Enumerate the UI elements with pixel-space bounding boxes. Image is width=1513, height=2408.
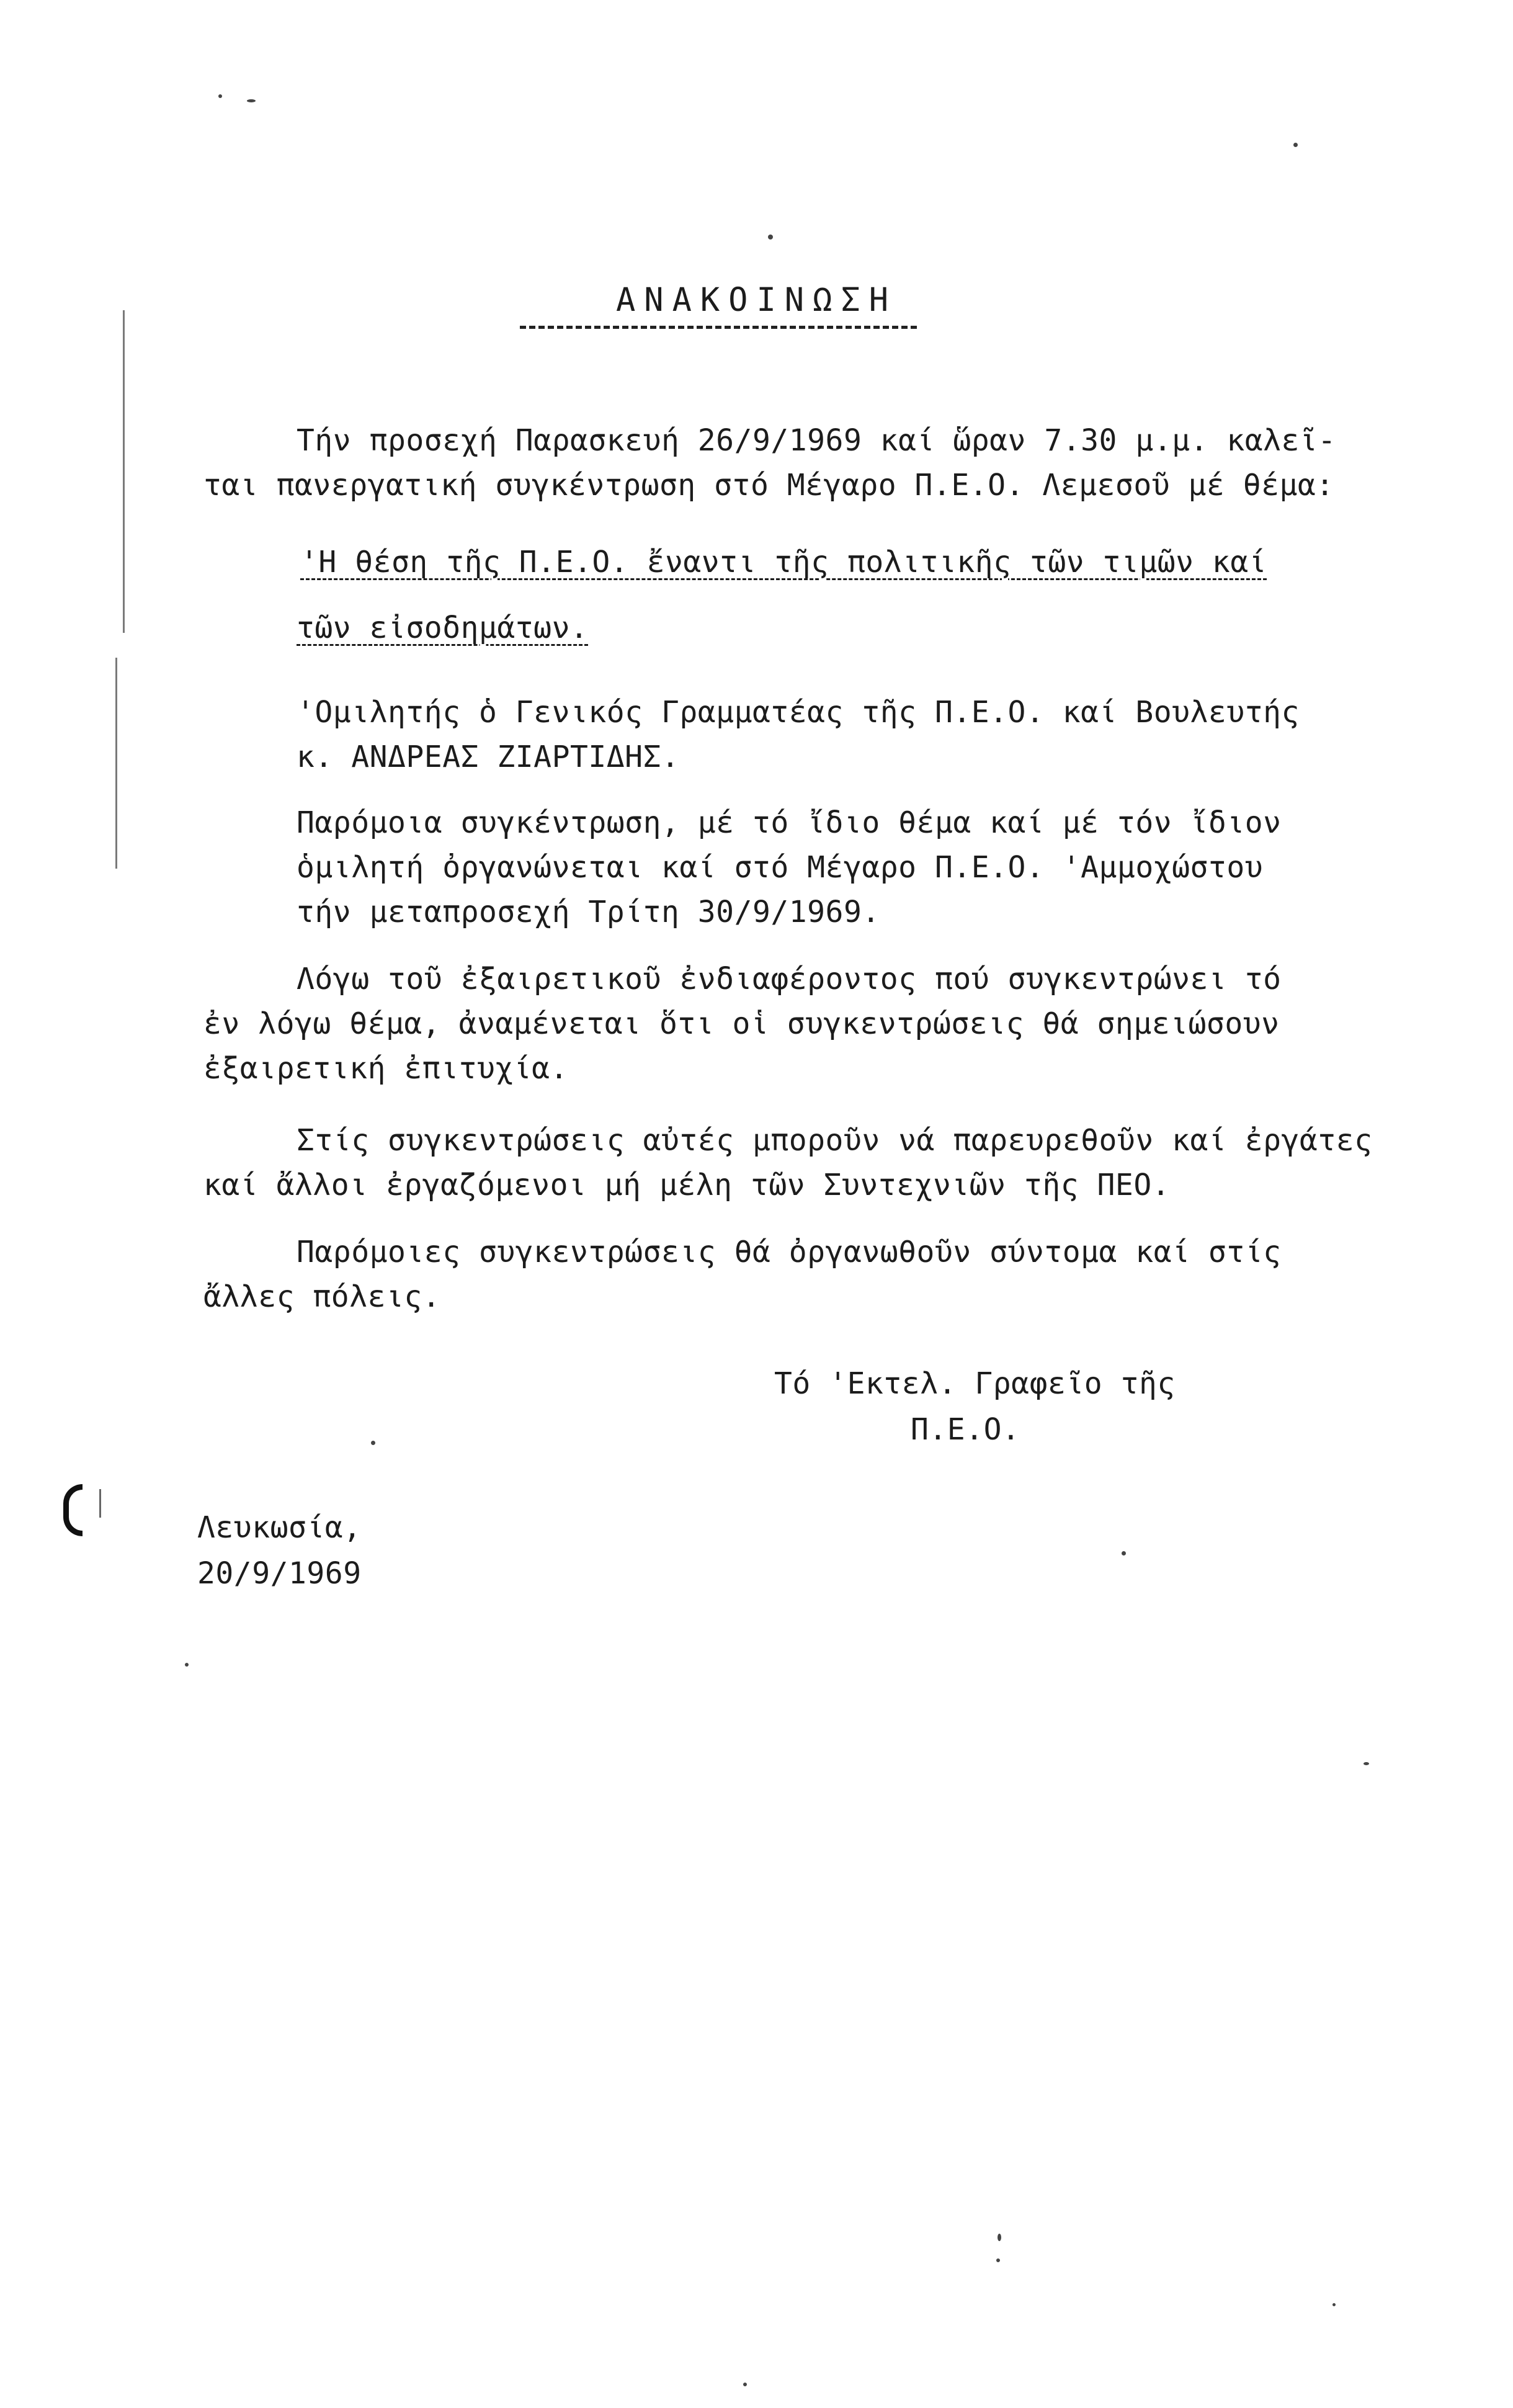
paragraph-line: Τήν προσεχή Παρασκευή 26/9/1969 καί ὥραν 7.30 μ.μ. καλεῖ-: [297, 423, 1336, 458]
scan-speck: [218, 94, 222, 98]
signature-line: Π.Ε.Ο.: [911, 1412, 1020, 1447]
scan-speck: [1363, 1762, 1369, 1765]
speaker-line: 'Ομιλητής ὁ Γενικός Γραμματέας τῆς Π.Ε.Ο. καί Βουλευτής: [297, 695, 1300, 730]
signature-line: Τό 'Εκτελ. Γραφεῖο τῆς: [774, 1366, 1176, 1401]
scan-speck: [185, 1663, 189, 1667]
speaker-line: κ. ΑΝΔΡΕΑΣ ΖΙΑΡΤΙΔΗΣ.: [297, 740, 680, 774]
paragraph-line: Παρόμοια συγκέντρωση, μέ τό ἴδιο θέμα καί μέ τόν ἴδιον: [297, 805, 1282, 840]
scan-speck: [371, 1441, 375, 1445]
theme-line: 'Η θέση τῆς Π.Ε.Ο. ἔναντι τῆς πολιτικῆς τῶν τιμῶν καί: [300, 545, 1267, 580]
paragraph-line: ἄλλες πόλεις.: [203, 1279, 441, 1314]
scan-speck: [996, 2258, 1000, 2262]
scan-speck: [743, 2383, 747, 2386]
date-line: 20/9/1969: [197, 1556, 362, 1591]
document-title: ΑΝΑΚΟΙΝΩΣΗ: [615, 282, 898, 319]
paragraph-line: τήν μεταπροσεχή Τρίτη 30/9/1969.: [297, 895, 880, 929]
title-underline: [520, 326, 917, 329]
paragraph-line: ἐν λόγω θέμα, ἀναμένεται ὅτι οἱ συγκεντρώσεις θά σημειώσουν: [203, 1006, 1280, 1041]
paragraph-line: Λόγω τοῦ ἐξαιρετικοῦ ἐνδιαφέροντος πού συγκεντρώνει τό: [297, 962, 1282, 996]
paragraph-line: καί ἄλλοι ἐργαζόμενοι μή μέλη τῶν Συντεχνιῶν τῆς ΠΕΟ.: [203, 1168, 1171, 1202]
scan-speck: [998, 2234, 1001, 2241]
paragraph-line: Παρόμοιες συγκεντρώσεις θά ὀργανωθοῦν σύντομα καί στίς: [297, 1235, 1282, 1269]
scan-margin-line: [115, 658, 117, 869]
scan-speck: [1332, 2303, 1336, 2306]
scan-speck: [768, 235, 773, 239]
paragraph-line: ἐξαιρετική ἐπιτυχία.: [203, 1051, 568, 1086]
scan-speck: [247, 99, 256, 102]
paragraph-line: ὁμιλητή ὀργανώνεται καί στό Μέγαρο Π.Ε.Ο. 'Αμμοχώστου: [297, 850, 1264, 885]
paragraph-line: Στίς συγκεντρώσεις αὐτές μποροῦν νά παρευρεθοῦν καί ἐργάτες: [297, 1123, 1373, 1158]
scan-speck: [1293, 143, 1298, 147]
theme-line: τῶν εἰσοδημάτων.: [297, 611, 589, 645]
binder-hole-mark: [63, 1484, 83, 1536]
paragraph-line: ται πανεργατική συγκέντρωση στό Μέγαρο Π.Ε.Ο. Λεμεσοῦ μέ θέμα:: [203, 468, 1334, 503]
place-line: Λευκωσία,: [197, 1510, 362, 1545]
scan-speck: [1122, 1551, 1126, 1555]
scan-margin-line: [123, 310, 125, 633]
binder-hole-mark: [99, 1489, 101, 1518]
